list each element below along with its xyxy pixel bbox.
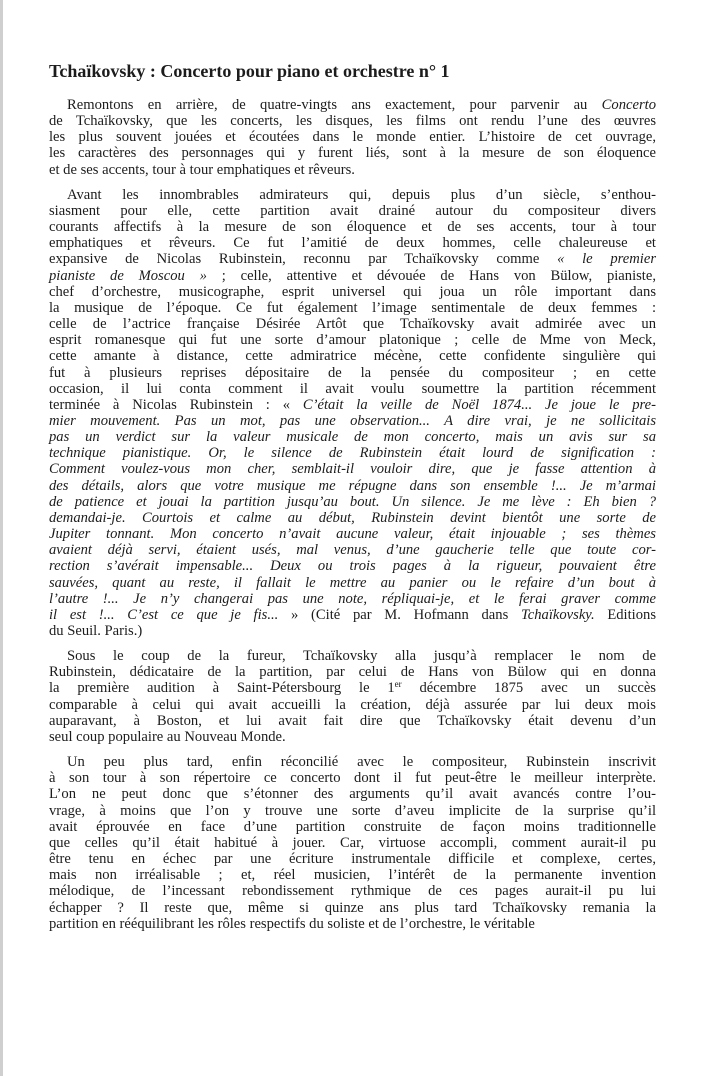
italic-text: Tchaïkovsky. — [520, 606, 595, 623]
text-segment: cette amante à distance, cette admiratrice mécène, cette confidente singulière qui — [49, 348, 656, 365]
text-line — [49, 664, 656, 680]
text-line — [49, 648, 656, 664]
text-line — [49, 510, 656, 526]
text-segment: être tenu en échec par une écriture instrumentale difficile et complexe, certes, — [49, 851, 656, 868]
text-line — [49, 97, 656, 113]
text-segment: que celles qu’il était habitué à jouer. Car, virtuose accompli, comment aurait-il pu — [49, 834, 656, 851]
text-segment: Remontons en arrière, de quatre-vingts ans exactement, pour parvenir au — [67, 97, 602, 113]
text-line — [49, 187, 656, 203]
text-segment: à son tour à son répertoire ce concerto dont il fut peut-être le meilleur interprète. — [49, 770, 656, 787]
text-line — [49, 819, 656, 835]
text-line — [49, 770, 656, 786]
text-segment: seul coup populaire au Nouveau Monde. — [49, 728, 286, 745]
text-line — [49, 916, 656, 932]
text-line — [49, 145, 656, 161]
text-segment: la première audition à Saint-Pétersbourg le 1 — [49, 680, 395, 697]
text-line — [49, 445, 656, 461]
text-line — [49, 575, 656, 591]
text-segment: avait éprouvée en face d’une partition construite de façon moins traditionnelle — [49, 818, 656, 835]
text-segment: expansive de Nicolas Rubinstein, reconnu par Tchaïkovsky comme — [49, 251, 558, 268]
italic-text: rection s’avérait impensable... Deux ou trois pages à la rigueur, pouvaient être — [49, 558, 656, 575]
text-line — [49, 900, 656, 916]
italic-text: pianiste de Moscou » — [49, 267, 207, 284]
italic-text: Jupiter tonnant. Mon concerto n’avait aucune valeur, était injouable ; ses thèmes — [49, 526, 656, 543]
text-line — [49, 300, 656, 316]
italic-text: Comment voulez-vous mon cher, semblait-il vouloir dire, que je fasse attention à — [49, 461, 656, 478]
text-segment: comparable à celui qui avait accueilli la création, déjà assurée par lui deux mois — [49, 696, 656, 713]
text-segment: esprit romanesque qui fut une sorte d’amour platonique ; celle de Mme von Meck, — [49, 332, 656, 349]
text-segment: les plus souvent jouées et écoutées dans le monde entier. L’histoire de cet ouvrage, — [49, 129, 656, 146]
paragraph-4 — [49, 754, 656, 932]
text-line — [49, 381, 656, 397]
text-segment: mélodique, de l’incessant rebondissement rythmique de ces pages aurait-il pu lui — [49, 883, 656, 900]
text-segment: emphatiques et rêveurs. Ce fut l’amitié de deux hommes, celle chaleureuse et — [49, 235, 656, 252]
text-segment: Un peu plus tard, enfin réconcilié avec le compositeur, Rubinstein inscrivit — [67, 754, 656, 771]
text-segment: terminée à Nicolas Rubinstein : « — [49, 396, 303, 413]
text-line — [49, 729, 656, 745]
text-line — [49, 332, 656, 348]
text-line — [49, 883, 656, 899]
text-line — [49, 835, 656, 851]
italic-text: Concerto — [601, 97, 656, 113]
text-segment: partition en rééquilibrant les rôles respectifs du soliste et de l’orchestre, le véritable — [49, 915, 535, 932]
text-line — [49, 591, 656, 607]
text-segment: celle de l’actrice française Désirée Artôt que Tchaïkovsky avait admirée avec un — [49, 316, 656, 333]
text-line — [49, 713, 656, 729]
text-line — [49, 316, 656, 332]
text-line — [49, 348, 656, 364]
italic-text: technique pianistique. Or, le silence de Rubinstein était lourd de signification : — [49, 445, 656, 462]
text-segment: mais non irréalisable ; et, réel musicien, l’intérêt de la permanente invention — [49, 867, 656, 884]
text-line — [49, 542, 656, 558]
text-segment: du Seuil. Paris.) — [49, 623, 143, 639]
text-segment: décembre 1875 avec un succès — [401, 680, 656, 697]
text-segment: de Tchaïkovsky, que les concerts, les disques, les films ont rendu l’une des œuvres — [49, 113, 656, 130]
text-segment: et de ses accents, tour à tour emphatiques et rêveurs. — [49, 161, 355, 178]
italic-text: des détails, alors que votre musique me répugne dans son ensemble !... Je m’armai — [49, 477, 656, 494]
text-line — [49, 478, 656, 494]
article-body — [49, 97, 656, 941]
text-segment: ; celle, attentive et dévouée de Hans von Bülow, pianiste, — [206, 267, 656, 284]
italic-text: l’autre !... Je n’y changerai pas une note, répliquai-je, et le ferai graver comme — [49, 590, 656, 607]
text-segment: échapper ? Il reste que, même si quinze ans plus tard Tchaïkovsky remania la — [49, 899, 656, 916]
italic-text: C’était la veille de Noël 1874... Je joue le pre- — [302, 396, 657, 413]
text-segment: L’on ne peut donc que s’étonner des arguments qu’il avait avancés contre l’ou- — [49, 786, 656, 803]
text-segment: occasion, il lui conta comment il avait voulu soumettre la partition récemment — [49, 380, 656, 397]
text-line — [49, 851, 656, 867]
text-line — [49, 623, 656, 639]
superscript: er — [394, 679, 402, 690]
text-line — [49, 697, 656, 713]
text-segment: vrage, à moins que l’on y trouve une sorte d’aveu implicite de la surprise qu’il — [49, 802, 656, 819]
text-segment: auparavant, à Boston, et lui avait fait dire que Tchaïkovsky était devenu d’un — [49, 712, 656, 729]
page-edge-shadow — [0, 0, 3, 1076]
italic-text: de patience et jouai la partition jusqu’au bout. Un silence. Je me lève : Eh bien ? — [49, 493, 656, 510]
text-segment: Sous le coup de la fureur, Tchaïkovsky alla jusqu’à remplacer le nom de — [67, 648, 656, 665]
text-line — [49, 129, 656, 145]
italic-text: avaient déjà servi, étaient usés, mal venus, d’une gaucherie telle que toute cor- — [49, 542, 656, 559]
text-line — [49, 365, 656, 381]
text-line — [49, 867, 656, 883]
text-line — [49, 558, 656, 574]
paragraph-2 — [49, 187, 656, 639]
text-line — [49, 162, 656, 178]
text-line — [49, 397, 656, 413]
text-line — [49, 803, 656, 819]
text-line — [49, 113, 656, 129]
text-line — [49, 680, 656, 696]
italic-text: il est !... C’est ce que je fis... — [49, 606, 279, 623]
text-line — [49, 526, 656, 542]
italic-text: demandai-je. Courtois et calme au début, Rubinstein devint bientôt une sorte de — [49, 509, 656, 526]
text-line — [49, 461, 656, 477]
italic-text: mier mouvement. Pas un mot, pas une observation... A dire vrai, je ne sollicitais — [49, 412, 656, 429]
text-line — [49, 429, 656, 445]
italic-text: pas un verdict sur la valeur musicale de mon concerto, mais un avis sur sa — [49, 429, 656, 446]
text-line — [49, 494, 656, 510]
text-line — [49, 786, 656, 802]
text-segment: la musique de l’époque. Ce fut également l’image sentimentale de deux femmes : — [49, 299, 656, 316]
page-title: Tchaïkovsky : Concerto pour piano et orchestre n° 1 — [49, 61, 450, 81]
text-line — [49, 203, 656, 219]
text-segment: Editions — [594, 606, 656, 623]
text-segment: les caractères des personnages qui y furent liés, sont à la mesure de son éloquence — [49, 145, 656, 162]
text-segment: siasment pour elle, cette partition avait drainé autour du compositeur divers — [49, 202, 656, 219]
text-segment: chef d’orchestre, musicographe, esprit universel qui joua un rôle important dans — [49, 283, 656, 300]
text-line — [49, 235, 656, 251]
text-segment: courants affectifs à la mesure de son éloquence et de ses accents, tour à tour — [49, 219, 656, 236]
text-line — [49, 284, 656, 300]
text-segment: Rubinstein, dédicataire de la partition, par celui de Hans von Bülow qui en donna — [49, 664, 656, 681]
text-line — [49, 413, 656, 429]
text-line — [49, 607, 656, 623]
text-line — [49, 268, 656, 284]
paragraph-3 — [49, 648, 656, 745]
text-line — [49, 754, 656, 770]
text-line — [49, 219, 656, 235]
text-segment: fut à plusieurs reprises dépositaire de la pensée du compositeur ; en cette — [49, 364, 656, 381]
text-segment: » (Cité par M. Hofmann dans — [278, 606, 521, 623]
text-segment: Avant les innombrables admirateurs qui, depuis plus d’un siècle, s’enthou- — [67, 186, 656, 203]
italic-text: sauvées, quant au reste, il fallait le mettre au panier ou le refaire d’un bout à — [49, 574, 656, 591]
paragraph-1 — [49, 97, 656, 178]
italic-text: « le premier — [557, 251, 656, 268]
text-line — [49, 251, 656, 267]
